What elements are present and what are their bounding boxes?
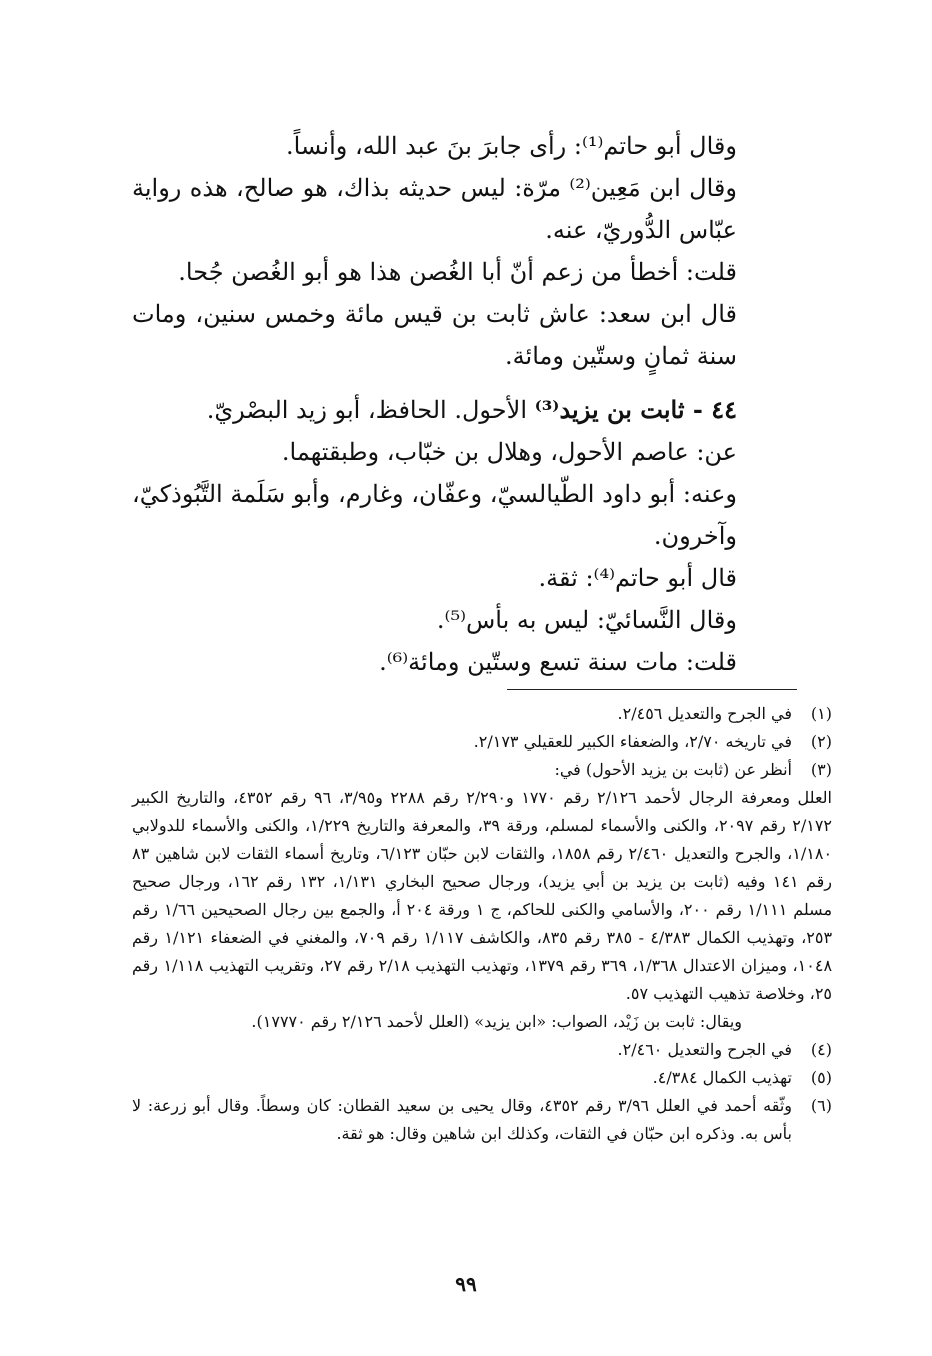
footnote-text: في الجرح والتعديل ٢/٤٥٦. xyxy=(617,704,792,723)
main-text xyxy=(132,125,797,683)
footnote-number: (٤) xyxy=(810,1040,832,1059)
footnote-6 xyxy=(132,1092,832,1148)
paragraph-an: عن: عاصم الأحول، وهلال بن خبّاب، وطبقتهما. xyxy=(281,438,737,466)
footnote-4 xyxy=(132,1036,832,1064)
footnote-5 xyxy=(132,1064,832,1092)
footnote-number: (٣) xyxy=(810,760,832,779)
footnote-number: (١) xyxy=(810,704,832,723)
footnote-text: وثّقه أحمد في العلل ٣/٩٦ رقم ٤٣٥٢، وقال يحيى بن سعيد القطان: كان وسطاً. وقال أبو زرعة: لا بأس به. وذكره ابن حبّان في الثقات، وكذلك ابن شاهين وقال: هو ثقة. xyxy=(132,1096,792,1143)
footnote-text: تهذيب الكمال ٤/٣٨٤. xyxy=(652,1068,792,1087)
footnote-2 xyxy=(132,728,832,756)
paragraph-ibn-main: وقال ابن مَعِين⁽²⁾ مرّة: ليس حديثه بذاك، هو صالح، هذه رواية عبّاس الدُّوريّ، عنه. xyxy=(132,174,737,244)
footnote-intro: أنظر عن (ثابت بن يزيد الأحول) في: xyxy=(554,760,792,779)
footnote-sources: العلل ومعرفة الرجال لأحمد ٢/١٢٦ رقم ١٧٧٠ و٢/٢٩٠ رقم ٢٢٨٨ و٣/٩٥، ٩٦ رقم ٤٣٥٢، والتاريخ الكبير ٢/١٧٢ رقم ٢٠٩٧، والكنى والأسماء لمسلم، ورقة ٣٩، والمعرفة والتاريخ ١/٢٢٩، والكنى والأسماء للدولابي ١/١٨٠، والجرح والتعديل ٢/٤٦٠ رقم ١٨٥٨، والثقات لابن حبّان ٦/١٢٣، وتاريخ أسماء الثقات لابن شاهين ٨٣ رقم ١٤١ وفيه (ثابت بن يزيد بن أبي يزيد)، ورجال صحيح البخاري ١/١٣١، ١٣٢ رقم ١٦٢، ورجال صحيح مسلم ١/١١١ رقم ٢٠٠، والأسامي والكنى للحاكم، ج ١ ورقة ٢٠٤ أ، والجمع بين رجال الصحيحين ١/٦٦ رقم ٢٥٣، وتهذيب الكمال ٤/٣٨٣ - ٣٨٥ رقم ٨٣٥، والكاشف ١/١١٧ رقم ٧٠٩، والمغني في الضعفاء ١/١٢١ رقم ١٠٤٨، وميزان الاعتدال ١/٣٦٨، ٣٦٩ رقم ١٣٧٩، وتهذيب التهذيب ٢/١٨ رقم ٢٧، وتقريب التهذيب ١/١١٨ رقم ٢٥، وخلاصة تذهيب التهذيب ٥٧. xyxy=(132,788,833,1003)
paragraph-wa-anhu: وعنه: أبو داود الطّيالسيّ، وعفّان، وغارم، وأبو سَلَمة التَّبُوذكيّ، وآخرون. xyxy=(132,480,737,550)
footnote-text: في الجرح والتعديل ٢/٤٦٠. xyxy=(617,1040,792,1059)
footnote-3 xyxy=(132,756,832,1036)
page-number: ٩٩ xyxy=(455,1272,477,1296)
entry-heading: ٤٤ - ثابت بن يزيد⁽³⁾ xyxy=(534,395,737,424)
entry-44 xyxy=(132,389,797,431)
footnote-number: (٥) xyxy=(810,1068,832,1087)
paragraph-death: قلت: مات سنة تسع وستّين ومائة⁽⁶⁾. xyxy=(379,648,737,676)
footnote-number: (٦) xyxy=(810,1096,832,1115)
footnote-extra: ويقال: ثابت بن زَيْد، الصواب: «ابن يزيد» (العلل لأحمد ٢/١٢٦ رقم ١٧٧٧٠). xyxy=(251,1012,742,1031)
paragraph-nasai: وقال النَّسائيّ: ليس به بأس⁽⁵⁾. xyxy=(436,606,737,634)
paragraph-ibn-saad: قال ابن سعد: عاش ثابت بن قيس مائة وخمس سنين، ومات سنة ثمانٍ وستّين ومائة. xyxy=(132,300,737,370)
entry-description: الأحول. الحافظ، أبو زيد البصْريّ. xyxy=(206,396,535,424)
footnotes xyxy=(132,700,832,1148)
paragraph-abu-hatim: وقال أبو حاتم⁽¹⁾: رأى جابرَ بنَ عبد الله، وأنساً. xyxy=(286,132,737,160)
footnote-number: (٢) xyxy=(810,732,832,751)
footnote-1 xyxy=(132,700,832,728)
paragraph-abu-hatim-thiqa: قال أبو حاتم⁽⁴⁾: ثقة. xyxy=(538,564,737,592)
footnote-divider xyxy=(507,689,797,690)
paragraph-qultu-abu-alghusn: قلت: أخطأ من زعم أنّ أبا الغُصن هذا هو أبو الغُصن جُحا. xyxy=(178,258,737,286)
footnote-text: في تاريخه ٢/٧٠، والضعفاء الكبير للعقيلي ٢/١٧٣. xyxy=(473,732,792,751)
